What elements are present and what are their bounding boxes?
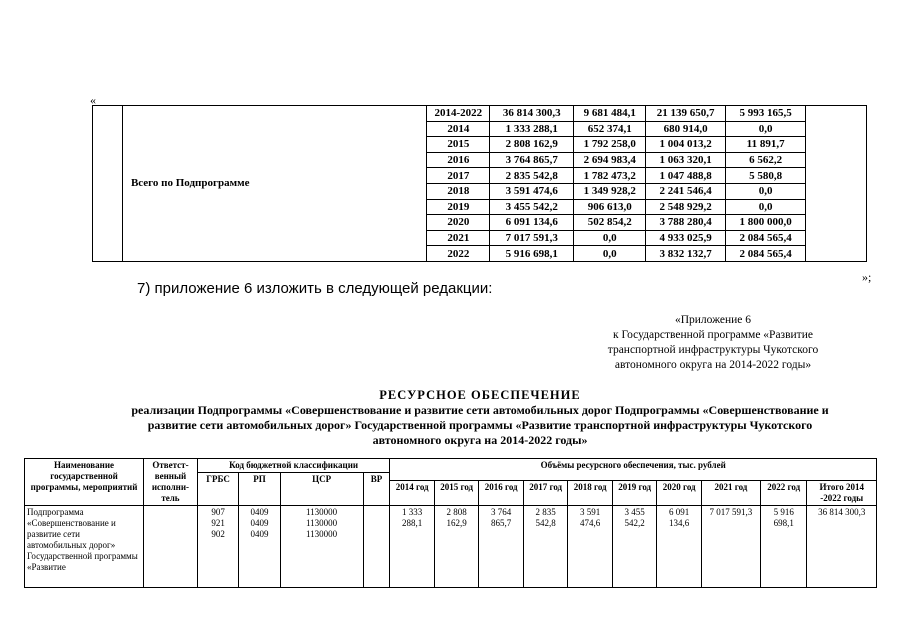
header-name: Наименование государственной программы, мероприятий — [25, 459, 144, 506]
row-rp: 0409 0409 0409 — [239, 506, 280, 588]
amount-cell: 0,0 — [726, 183, 806, 199]
header-year: Итого 2014 -2022 годы — [807, 481, 877, 506]
row-value: 6 091 134,6 — [657, 506, 702, 588]
amount-cell: 4 933 025,9 — [646, 230, 726, 246]
amount-cell: 0,0 — [726, 121, 806, 137]
header-year: 2017 год — [523, 481, 568, 506]
row-value: 36 814 300,3 — [807, 506, 877, 588]
amount-cell: 3 591 474,6 — [490, 183, 574, 199]
amount-cell: 36 814 300,3 — [490, 106, 574, 122]
row-value: 2 808 162,9 — [434, 506, 479, 588]
row-vr — [363, 506, 390, 588]
subtitle-line-1: реализации Подпрограммы «Совершенствование и развитие сети автомобильных дорог Подпрограммы «Совершенствование и — [131, 403, 829, 417]
total-row — [93, 106, 867, 122]
resource-table — [24, 458, 877, 588]
amount-cell: 1 063 320,1 — [646, 152, 726, 168]
year-cell: 2014-2022 — [427, 106, 490, 122]
row-value: 7 017 591,3 — [701, 506, 760, 588]
blank-cell — [93, 106, 123, 262]
header-year: 2018 год — [568, 481, 613, 506]
amount-cell: 5 916 698,1 — [490, 246, 574, 262]
section-title: РЕСУРСНОЕ ОБЕСПЕЧЕНИЕ — [379, 388, 581, 402]
amount-cell: 1 047 488,8 — [646, 168, 726, 184]
header-rp: РП — [239, 473, 280, 506]
subprogram-total-table — [92, 105, 867, 262]
amount-cell: 11 891,7 — [726, 137, 806, 153]
amount-cell: 3 455 542,2 — [490, 199, 574, 215]
amount-cell: 1 800 000,0 — [726, 215, 806, 231]
amount-cell: 6 091 134,6 — [490, 215, 574, 231]
amount-cell: 0,0 — [574, 230, 646, 246]
row-value: 5 916 698,1 — [760, 506, 807, 588]
header-year: 2016 год — [479, 481, 524, 506]
quote-close: »; — [862, 270, 872, 284]
subtitle-line-2: развитие сети автомобильных дорог» Государственной программы «Развитие транспортной инфраструктуры Чукотского — [147, 418, 813, 432]
row-grbs: 907 921 902 — [197, 506, 238, 588]
amount-cell: 9 681 484,1 — [574, 106, 646, 122]
amount-cell: 2 084 565,4 — [726, 230, 806, 246]
header-csr: ЦСР — [280, 473, 363, 506]
header-budget-code: Код бюджетной классификации — [197, 459, 390, 473]
amount-cell: 5 993 165,5 — [726, 106, 806, 122]
amount-cell: 2 808 162,9 — [490, 137, 574, 153]
header-year: 2015 год — [434, 481, 479, 506]
header-year: 2021 год — [701, 481, 760, 506]
amount-cell: 2 084 565,4 — [726, 246, 806, 262]
appendix-line-1: «Приложение 6 — [674, 314, 752, 326]
subtitle-line-3: автономного округа на 2014-2022 годы» — [372, 433, 588, 447]
row-value: 2 835 542,8 — [523, 506, 568, 588]
header-grbs: ГРБС — [197, 473, 238, 506]
amount-cell: 1 349 928,2 — [574, 183, 646, 199]
header-responsible: Ответст-венный исполни-тель — [144, 459, 198, 506]
header-year: 2019 год — [612, 481, 657, 506]
year-cell: 2014 — [427, 121, 490, 137]
year-cell: 2016 — [427, 152, 490, 168]
header-year: 2014 год — [390, 481, 435, 506]
amount-cell: 1 004 013,2 — [646, 137, 726, 153]
row-csr: 1130000 1130000 1130000 — [280, 506, 363, 588]
year-cell: 2020 — [427, 215, 490, 231]
amount-cell: 1 782 473,2 — [574, 168, 646, 184]
amount-cell: 2 241 546,4 — [646, 183, 726, 199]
amount-cell: 906 613,0 — [574, 199, 646, 215]
header-vr: ВР — [363, 473, 390, 506]
amount-cell: 0,0 — [726, 199, 806, 215]
amount-cell: 3 832 132,7 — [646, 246, 726, 262]
amount-cell: 1 792 258,0 — [574, 137, 646, 153]
row-name: Подпрограмма «Совершенствование и развитие сети автомобильных дорог» Государственной программы «Развитие — [25, 506, 144, 588]
total-label: Всего по Подпрограмме — [122, 106, 426, 262]
appendix-line-3: транспортной инфраструктуры Чукотского — [607, 344, 819, 356]
year-cell: 2015 — [427, 137, 490, 153]
row-responsible — [144, 506, 198, 588]
amount-cell: 652 374,1 — [574, 121, 646, 137]
appendix-header — [588, 313, 838, 373]
header-year: 2020 год — [657, 481, 702, 506]
row-value: 3 764 865,7 — [479, 506, 524, 588]
amount-cell: 2 548 929,2 — [646, 199, 726, 215]
quote-open: « — [90, 93, 96, 107]
row-value: 1 333 288,1 — [390, 506, 435, 588]
row-value: 3 591 474,6 — [568, 506, 613, 588]
amount-cell: 7 017 591,3 — [490, 230, 574, 246]
amendment-paragraph: 7) приложение 6 изложить в следующей редакции: — [137, 280, 493, 297]
amount-cell: 5 580,8 — [726, 168, 806, 184]
amount-cell: 2 835 542,8 — [490, 168, 574, 184]
amount-cell: 3 788 280,4 — [646, 215, 726, 231]
amount-cell: 3 764 865,7 — [490, 152, 574, 168]
appendix-line-4: автономного округа на 2014-2022 годы» — [614, 359, 812, 371]
amount-cell: 2 694 983,4 — [574, 152, 646, 168]
year-cell: 2019 — [427, 199, 490, 215]
section-subtitle — [80, 403, 880, 448]
header-year: 2022 год — [760, 481, 807, 506]
year-cell: 2017 — [427, 168, 490, 184]
amount-cell: 6 562,2 — [726, 152, 806, 168]
year-cell: 2022 — [427, 246, 490, 262]
blank-cell — [806, 106, 867, 262]
amount-cell: 1 333 288,1 — [490, 121, 574, 137]
year-cell: 2021 — [427, 230, 490, 246]
row-value: 3 455 542,2 — [612, 506, 657, 588]
amount-cell: 502 854,2 — [574, 215, 646, 231]
amount-cell: 680 914,0 — [646, 121, 726, 137]
appendix-line-2: к Государственной программе «Развитие — [613, 329, 813, 341]
year-cell: 2018 — [427, 183, 490, 199]
amount-cell: 21 139 650,7 — [646, 106, 726, 122]
amount-cell: 0,0 — [574, 246, 646, 262]
header-volumes: Объёмы ресурсного обеспечения, тыс. рублей — [390, 459, 877, 481]
